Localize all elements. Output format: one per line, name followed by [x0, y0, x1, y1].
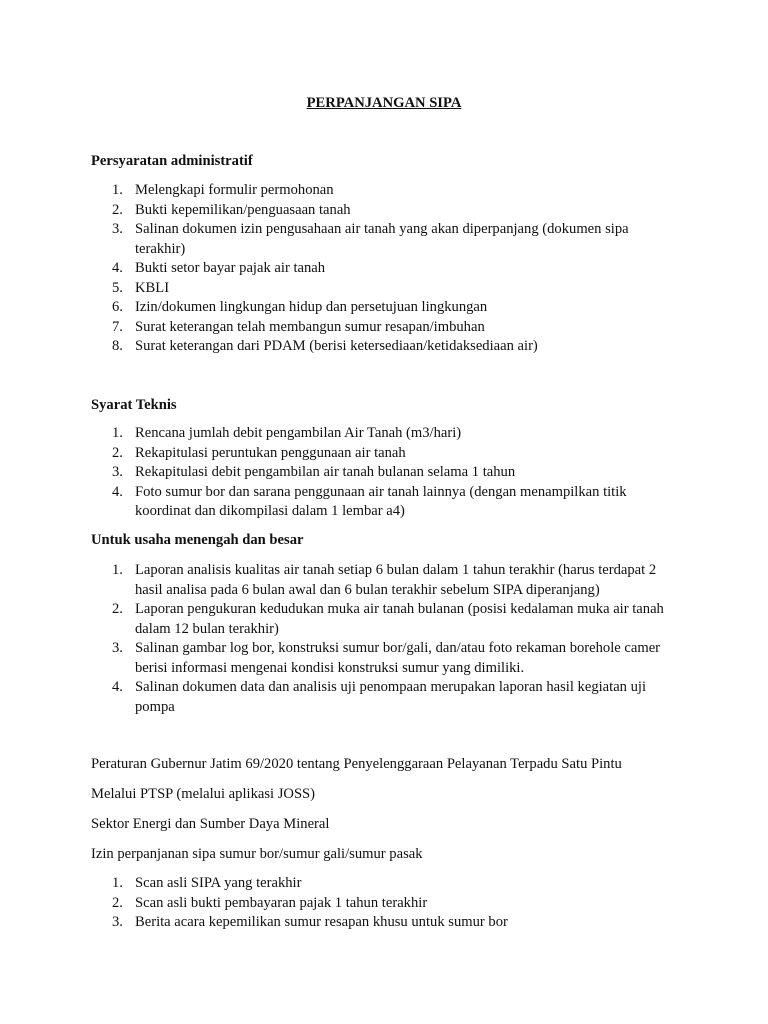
- list-item: [91, 913, 681, 933]
- list-item: [91, 600, 681, 639]
- list-item: [91, 561, 681, 600]
- list-item: [91, 298, 681, 318]
- paragraph-sektor: Sektor Energi dan Sumber Daya Mineral: [91, 816, 330, 832]
- paragraph-ptsp: Melalui PTSP (melalui aplikasi JOSS): [91, 786, 316, 802]
- list-item: [91, 639, 681, 678]
- list-text: KBLI: [135, 279, 170, 296]
- heading-usaha-menengah-besar: Untuk usaha menengah dan besar: [91, 532, 304, 548]
- list-number: 6.: [112, 299, 123, 315]
- list-number: 2.: [112, 894, 123, 911]
- list-text: Rekapitulasi peruntukan penggunaan air tanah: [135, 444, 406, 461]
- list-item: [91, 894, 681, 914]
- list-item: [91, 220, 681, 259]
- list-item: [91, 279, 681, 299]
- list-item: [91, 201, 681, 221]
- list-number: 3.: [112, 221, 123, 237]
- list-item: [91, 181, 681, 201]
- list-number: 1.: [112, 425, 123, 441]
- list-text: Salinan dokumen izin pengusahaan air tanah yang akan diperpanjang (dokumen sipa terakhir): [135, 221, 629, 257]
- list-number: 4.: [112, 679, 123, 695]
- paragraph-izin: Izin perpanjanan sipa sumur bor/sumur gali/sumur pasak: [91, 846, 423, 862]
- list-item: [91, 444, 681, 464]
- list-item: [91, 318, 681, 338]
- list-number: 7.: [112, 318, 123, 335]
- list-number: 2.: [112, 444, 123, 461]
- list-syarat-teknis: [91, 424, 681, 522]
- list-text: Izin/dokumen lingkungan hidup dan persetujuan lingkungan: [135, 299, 488, 315]
- list-text: Scan asli SIPA yang terakhir: [135, 875, 302, 891]
- list-number: 4.: [112, 260, 123, 276]
- list-text: Rekapitulasi debit pengambilan air tanah bulanan selama 1 tahun: [135, 464, 516, 480]
- list-text: Foto sumur bor dan sarana penggunaan air tanah lainnya (dengan menampilkan titik koordinat dan dikompilasi dalam 1 lembar a4): [135, 483, 627, 519]
- list-number: 1.: [112, 562, 123, 578]
- list-number: 1.: [112, 182, 123, 198]
- list-text: Rencana jumlah debit pengambilan Air Tanah (m3/hari): [135, 425, 462, 441]
- list-text: Bukti setor bayar pajak air tanah: [135, 260, 326, 276]
- list-number: 3.: [112, 914, 123, 930]
- list-number: 1.: [112, 875, 123, 891]
- list-text: Surat keterangan dari PDAM (berisi ketersediaan/ketidaksediaan air): [135, 338, 538, 354]
- heading-persyaratan-administratif: Persyaratan administratif: [91, 153, 253, 169]
- heading-syarat-teknis: Syarat Teknis: [91, 397, 177, 413]
- list-item: [91, 424, 681, 444]
- list-text: Berita acara kepemilikan sumur resapan khusu untuk sumur bor: [135, 914, 508, 930]
- list-number: 2.: [112, 601, 123, 617]
- list-text: Surat keterangan telah membangun sumur resapan/imbuhan: [135, 318, 485, 335]
- list-text: Salinan dokumen data dan analisis uji penompaan merupakan laporan hasil kegiatan uji pompa: [135, 679, 647, 715]
- list-number: 3.: [112, 464, 123, 480]
- list-item: [91, 874, 681, 894]
- list-item: [91, 483, 681, 522]
- list-usaha-menengah-besar: [91, 561, 681, 717]
- list-persyaratan-administratif: [91, 181, 681, 357]
- list-number: 5.: [112, 279, 123, 296]
- list-text: Scan asli bukti pembayaran pajak 1 tahun terakhir: [135, 894, 428, 911]
- list-text: Bukti kepemilikan/penguasaan tanah: [135, 201, 351, 218]
- list-text: Laporan analisis kualitas air tanah setiap 6 bulan dalam 1 tahun terakhir (harus terdapat 2 hasil analisa pada 6 bulan awal dan 6 bulan terakhir sebelum SIPA diperanjang): [135, 562, 657, 598]
- list-text: Melengkapi formulir permohonan: [135, 182, 334, 198]
- list-item: [91, 337, 681, 357]
- paragraph-peraturan: Peraturan Gubernur Jatim 69/2020 tentang Penyelenggaraan Pelayanan Terpadu Satu Pintu: [91, 756, 622, 772]
- list-number: 8.: [112, 338, 123, 354]
- list-text: Laporan pengukuran kedudukan muka air tanah bulanan (posisi kedalaman muka air tanah dalam 12 bulan terakhir): [135, 601, 664, 637]
- list-izin-perpanjangan: [91, 874, 681, 933]
- list-number: 2.: [112, 201, 123, 218]
- list-item: [91, 463, 681, 483]
- page-title: PERPANJANGAN SIPA: [306, 95, 462, 111]
- list-item: [91, 259, 681, 279]
- list-text: Salinan gambar log bor, konstruksi sumur bor/gali, dan/atau foto rekaman borehole camer berisi informasi mengenai kondisi konstruksi sumur yang dimiliki.: [135, 640, 661, 676]
- list-number: 3.: [112, 640, 123, 656]
- list-number: 4.: [112, 483, 123, 500]
- list-item: [91, 678, 681, 717]
